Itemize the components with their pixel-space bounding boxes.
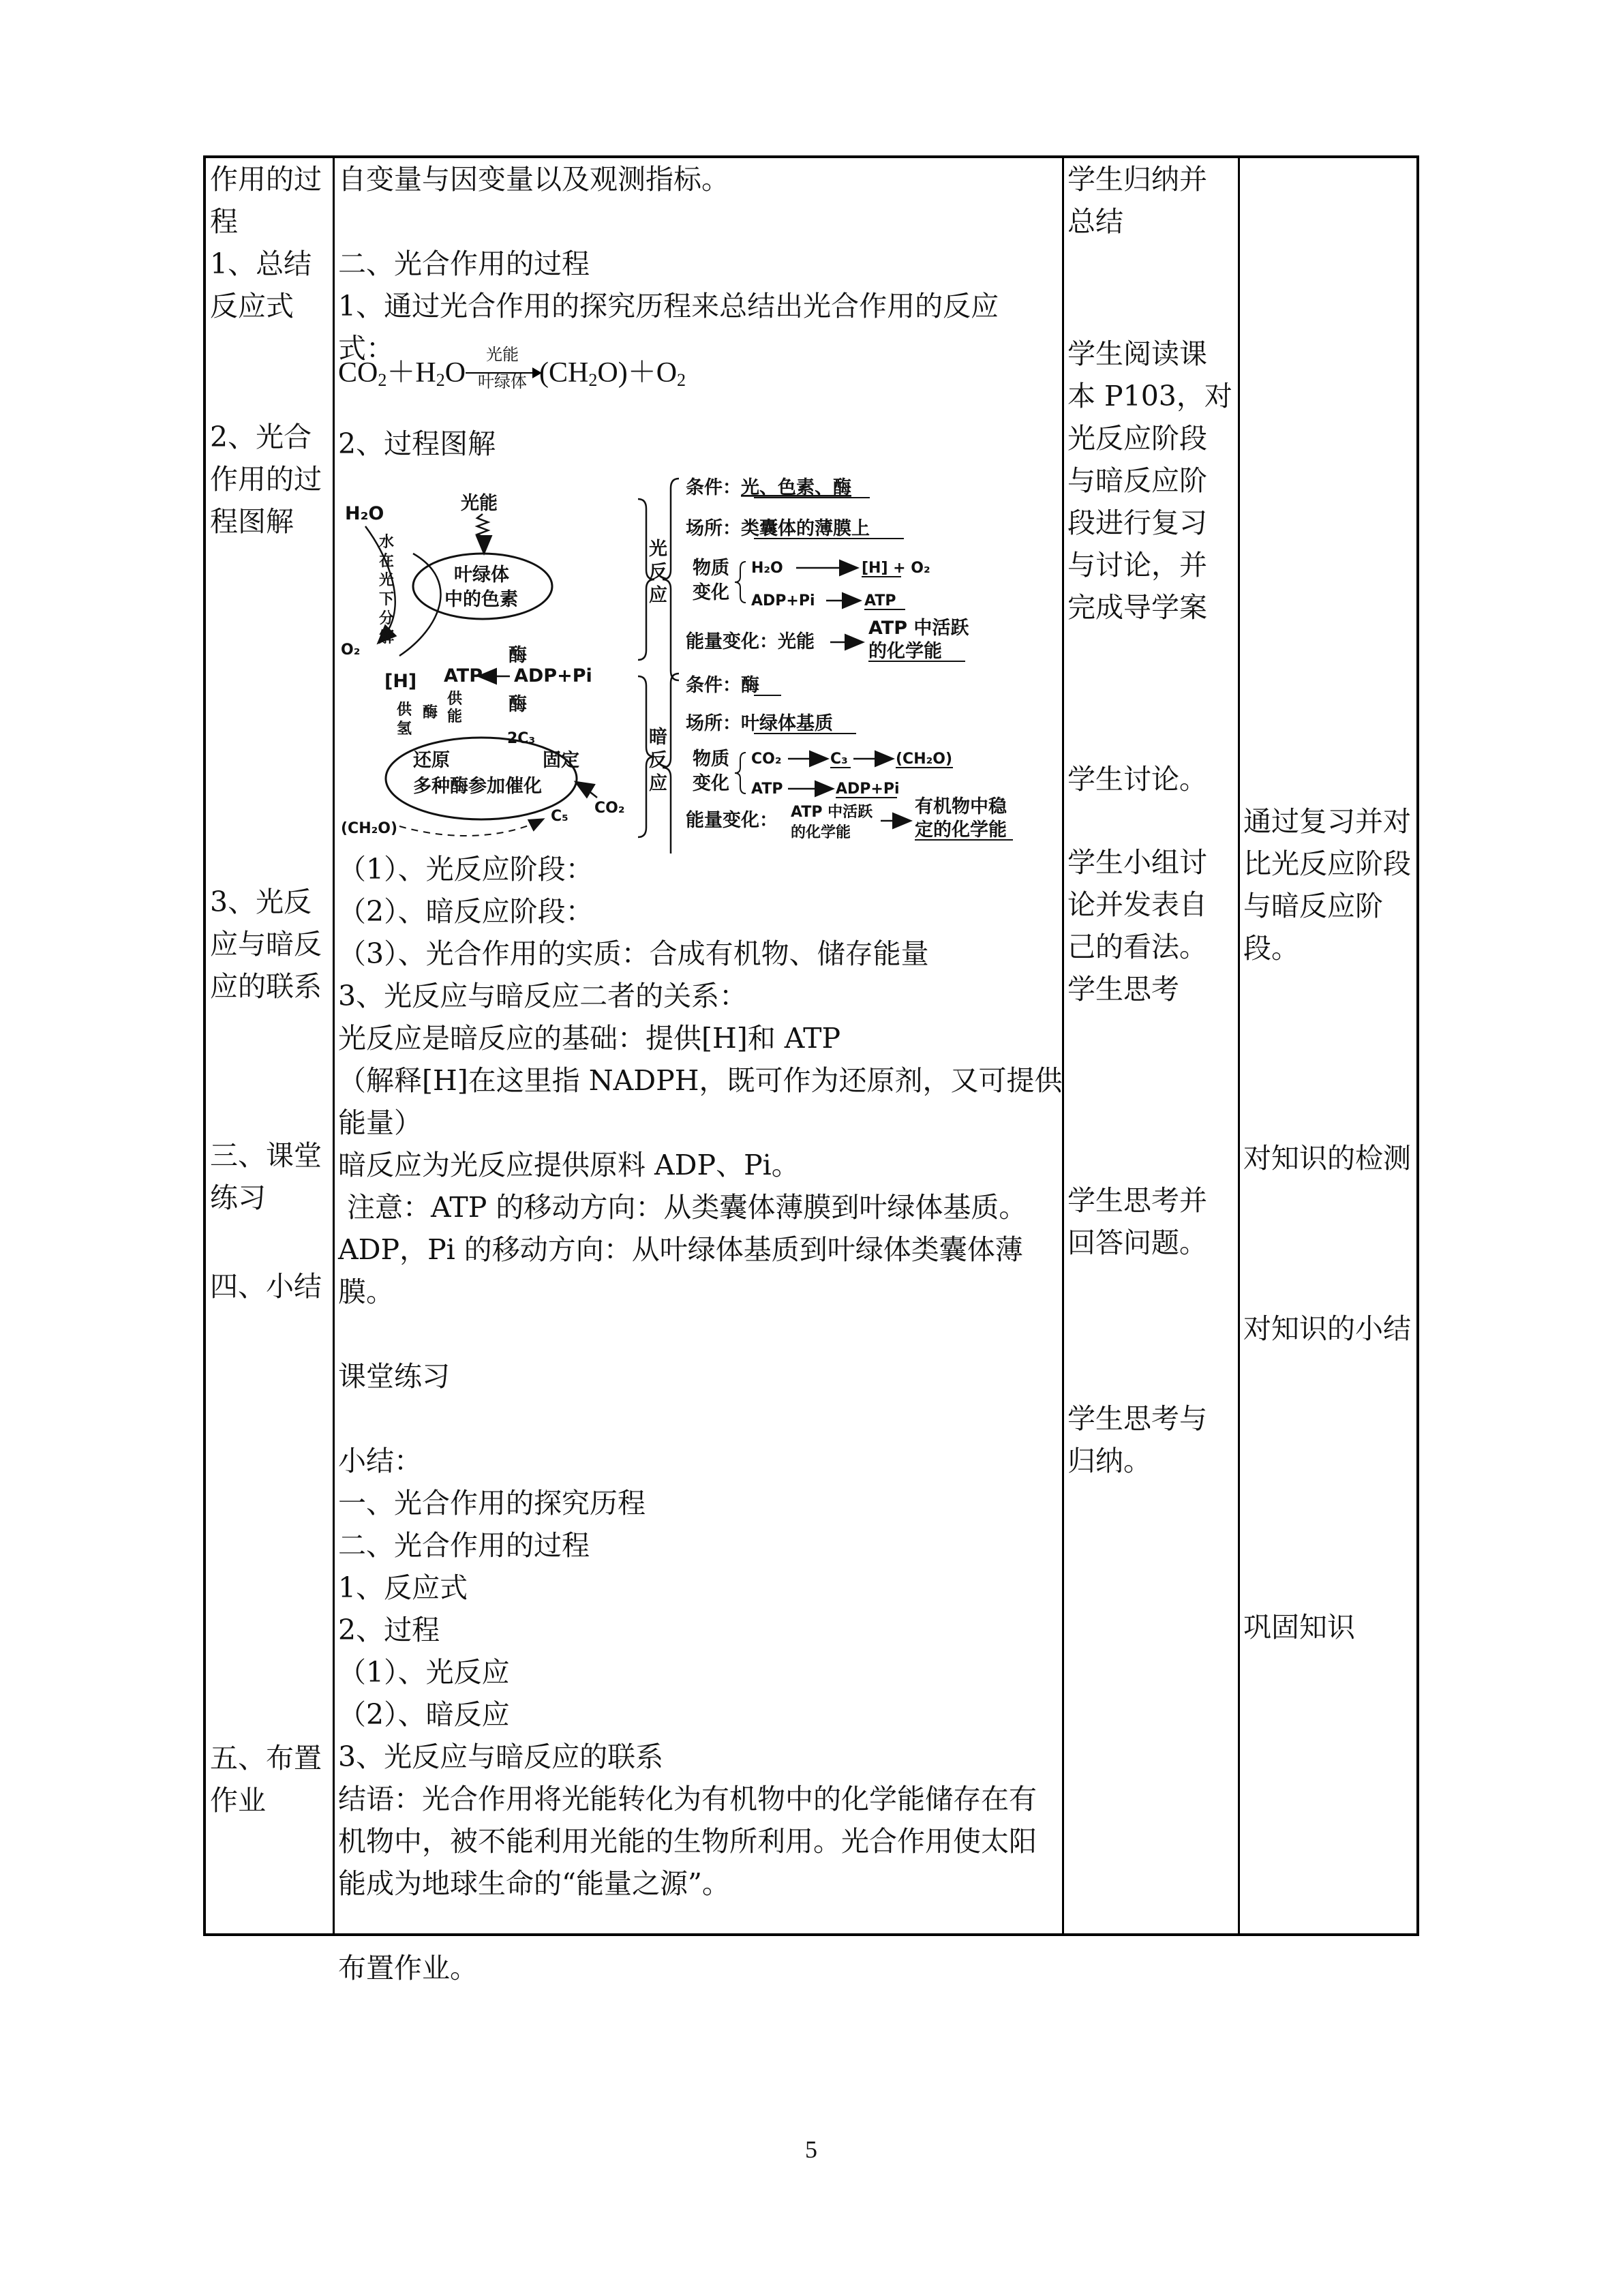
student-activity-line: 光反应阶段 bbox=[1067, 422, 1207, 455]
step-line: 1、总结 bbox=[210, 247, 312, 280]
step-block bbox=[210, 158, 333, 327]
co2-label: CO₂ bbox=[594, 800, 625, 817]
content-line: 1、反应式 bbox=[338, 1571, 468, 1604]
student-activity-line: 学生讨论。 bbox=[1067, 763, 1207, 796]
student-activity-line: 学生小组讨 bbox=[1067, 846, 1207, 879]
column-divider bbox=[1062, 158, 1064, 1933]
student-activity-line: 学生思考并 bbox=[1067, 1184, 1207, 1217]
multi-enzyme-label: 多种酶参加催化 bbox=[413, 776, 542, 797]
dr-char: 反 bbox=[649, 750, 667, 771]
step-line: 作业 bbox=[210, 1784, 266, 1817]
design-intent-line: 对知识的检测 bbox=[1243, 1142, 1411, 1175]
step-line: 程 bbox=[210, 205, 238, 238]
atpsupply-char: 供 bbox=[447, 691, 463, 708]
svg-text:ATP: ATP bbox=[751, 781, 783, 798]
content-intro bbox=[338, 158, 1061, 369]
drml-char: 变化 bbox=[693, 773, 729, 794]
content-line: 暗反应为光反应提供原料 ADP、Pi。 bbox=[338, 1149, 800, 1181]
content-line: 结语：光合作用将光能转化为有机物中的化学能储存在有 bbox=[338, 1783, 1037, 1815]
step-block bbox=[210, 1265, 333, 1308]
design-intent-block bbox=[1243, 1606, 1417, 1648]
atpsupply-char: 能 bbox=[447, 708, 463, 725]
content-line: （2）、暗反应阶段： bbox=[338, 895, 594, 928]
content-line: （1）、光反应 bbox=[338, 1656, 510, 1689]
content-line: （解释[H]在这里指 NADPH，既可作为还原剂，又可提供 bbox=[338, 1064, 1063, 1097]
content-line bbox=[338, 1313, 1061, 1355]
step-line: 练习 bbox=[210, 1181, 266, 1214]
content-line: 3、光反应与暗反应的联系 bbox=[338, 1740, 664, 1773]
o2-label: O₂ bbox=[341, 641, 361, 659]
dark-reaction-label bbox=[649, 727, 667, 794]
hsupply-char: 氢 bbox=[397, 721, 412, 738]
svg-text:的化学能: 的化学能 bbox=[791, 824, 851, 841]
regeneration-dashed-arrow bbox=[399, 819, 543, 836]
lr-char: 光 bbox=[649, 539, 667, 560]
column-divider bbox=[1238, 158, 1240, 1933]
design-intent-line: 通过复习并对 bbox=[1243, 805, 1411, 838]
step-line: 应与暗反 bbox=[210, 928, 322, 961]
design-intent-line: 比光反应阶段 bbox=[1243, 847, 1411, 880]
svg-text:场所：类囊体的薄膜上: 场所：类囊体的薄膜上 bbox=[686, 518, 870, 539]
student-activity-line: 归纳。 bbox=[1067, 1445, 1151, 1477]
student-activity-block bbox=[1067, 158, 1238, 243]
content-line: 二、光合作用的过程 bbox=[338, 1529, 590, 1562]
split-char: 下 bbox=[379, 591, 395, 608]
svg-text:条件：光、色素、酶: 条件：光、色素、酶 bbox=[686, 477, 851, 498]
design-intent-line: 巩固知识 bbox=[1243, 1611, 1355, 1644]
design-intent-line: 对知识的小结 bbox=[1243, 1312, 1411, 1345]
reduction-label: 还原 bbox=[413, 750, 450, 771]
step-line: 程图解 bbox=[210, 505, 294, 538]
content-line: 机物中，被不能利用光能的生物所利用。光合作用使太阳 bbox=[338, 1825, 1037, 1858]
student-activity-line: 学生阅读课 bbox=[1067, 337, 1207, 370]
student-activity-line: 总结 bbox=[1067, 205, 1123, 238]
design-intent-block bbox=[1243, 1308, 1417, 1350]
content-line: （1）、光反应阶段： bbox=[338, 853, 594, 886]
student-activity-line: 学生归纳并 bbox=[1067, 163, 1207, 196]
design-intent-block bbox=[1243, 1137, 1417, 1179]
step-line: 应的联系 bbox=[210, 970, 322, 1003]
content-line: 自变量与因变量以及观测指标。 bbox=[338, 163, 729, 196]
svg-text:C₃: C₃ bbox=[830, 751, 848, 768]
light-reaction-label bbox=[649, 539, 667, 606]
content-line: 注意：ATP 的移动方向：从类囊体薄膜到叶绿体基质。 bbox=[338, 1191, 1027, 1224]
ch2o-label: (CH₂O) bbox=[341, 820, 398, 837]
split-char: 水 bbox=[379, 534, 395, 551]
svg-text:定的化学能: 定的化学能 bbox=[915, 819, 1007, 841]
svg-text:有机物中稳: 有机物中稳 bbox=[915, 796, 1007, 817]
enzyme-label-2: 酶 bbox=[423, 704, 438, 721]
student-activity-block bbox=[1067, 1398, 1238, 1482]
student-activity-block bbox=[1067, 758, 1238, 800]
content-line: 一、光合作用的探究历程 bbox=[338, 1487, 646, 1520]
step-line: 三、课堂 bbox=[210, 1139, 322, 1172]
student-activity-block bbox=[1067, 333, 1238, 629]
step-block bbox=[210, 1737, 333, 1822]
content-line: 布置作业。 bbox=[338, 1952, 478, 1984]
content-line: 3、光反应与暗反应二者的关系： bbox=[338, 980, 748, 1012]
step-line: 3、光反 bbox=[210, 886, 312, 918]
drml-char: 物质 bbox=[693, 749, 729, 770]
lrml-char: 变化 bbox=[693, 582, 729, 603]
reaction-arrow: 光能 叶绿体 bbox=[466, 361, 539, 389]
svg-text:ADP+Pi: ADP+Pi bbox=[836, 781, 900, 798]
content-line: （2）、暗反应 bbox=[338, 1698, 510, 1731]
content-line bbox=[338, 1398, 1061, 1440]
svg-text:ATP 中活跃: ATP 中活跃 bbox=[791, 804, 873, 821]
step-line: 作用的过 bbox=[210, 463, 322, 496]
step-block bbox=[210, 881, 333, 1008]
content-line: 式： bbox=[338, 332, 394, 365]
student-activity-line: 段进行复习 bbox=[1067, 507, 1207, 539]
lr-char: 反 bbox=[649, 562, 667, 583]
student-activity-line: 完成导学案 bbox=[1067, 591, 1207, 624]
svg-text:条件：酶: 条件：酶 bbox=[686, 675, 759, 696]
student-activity-line: 学生思考 bbox=[1067, 973, 1179, 1006]
chloroplast-label: 叶绿体 bbox=[454, 564, 509, 586]
student-activity-line: 与讨论，并 bbox=[1067, 549, 1207, 581]
svg-text:H₂O: H₂O bbox=[751, 560, 783, 577]
c3-label: 2C₃ bbox=[507, 730, 536, 747]
content-line: （3）、光合作用的实质：合成有机物、储存能量 bbox=[338, 937, 929, 970]
split-char: 光 bbox=[379, 572, 395, 589]
h2o-label: H₂O bbox=[345, 503, 384, 524]
split-char: 分 bbox=[379, 610, 395, 627]
step-line: 四、小结 bbox=[210, 1270, 322, 1303]
pigment-label: 中的色素 bbox=[444, 589, 518, 610]
student-activity-line: 本 P103，对 bbox=[1067, 380, 1232, 412]
adp-pi-label: ADP+Pi bbox=[514, 665, 592, 686]
design-intent-line: 段。 bbox=[1243, 932, 1299, 965]
student-activity-line: 己的看法。 bbox=[1067, 931, 1207, 963]
student-activity-line: 与暗反应阶 bbox=[1067, 464, 1207, 497]
light-energy-label: 光能 bbox=[461, 493, 498, 514]
photosynthesis-equation: $CO_2+H_2O$ 光能 叶绿体 $(CH_2O)+O_2$ bbox=[338, 346, 686, 392]
content-line bbox=[338, 200, 1061, 243]
co2-arrow bbox=[577, 783, 597, 798]
content-line: 膜。 bbox=[338, 1275, 394, 1308]
dr-char: 暗 bbox=[649, 727, 667, 748]
content-line: 二、光合作用的过程 bbox=[338, 247, 590, 280]
step-block bbox=[210, 416, 333, 543]
dark-material-label bbox=[693, 749, 729, 794]
student-activity-line: 回答问题。 bbox=[1067, 1226, 1207, 1259]
hydrogen-label: [H] bbox=[384, 671, 417, 692]
student-activity-line: 学生思考与 bbox=[1067, 1402, 1207, 1435]
lr-char: 应 bbox=[649, 585, 667, 606]
svg-text:ADP+Pi: ADP+Pi bbox=[751, 592, 815, 609]
content-line: 课堂练习 bbox=[338, 1360, 450, 1393]
hsupply-char: 供 bbox=[397, 701, 412, 719]
svg-text:ATP: ATP bbox=[864, 592, 896, 609]
content-line: ADP，Pi 的移动方向：从叶绿体基质到叶绿体类囊体薄 bbox=[338, 1233, 1023, 1266]
hydrogen-supply-text bbox=[397, 701, 412, 738]
page-number: 5 bbox=[805, 2136, 817, 2163]
light-reaction-brace bbox=[663, 479, 679, 680]
content-line: 2、过程 bbox=[338, 1614, 440, 1646]
design-intent-block bbox=[1243, 800, 1417, 969]
student-activity-block bbox=[1067, 841, 1238, 1010]
design-intent-line: 与暗反应阶 bbox=[1243, 890, 1383, 922]
content-line: 能量） bbox=[338, 1106, 422, 1139]
energy-supply-text bbox=[447, 691, 463, 725]
split-char: 在 bbox=[379, 553, 395, 570]
svg-text:场所：叶绿体基质: 场所：叶绿体基质 bbox=[686, 713, 833, 734]
diagram-heading: 2、过程图解 bbox=[338, 427, 496, 460]
light-zigzag-icon bbox=[477, 514, 488, 543]
student-activity-line: 论并发表自 bbox=[1067, 888, 1207, 921]
step-line: 作用的过 bbox=[210, 163, 322, 196]
c5-label: C₅ bbox=[551, 808, 568, 825]
svg-text:的化学能: 的化学能 bbox=[868, 641, 942, 662]
svg-text:能量变化：: 能量变化： bbox=[686, 810, 778, 831]
photosynthesis-process-diagram bbox=[338, 472, 1061, 854]
content-line: 能成为地球生命的“能量之源”。 bbox=[338, 1867, 730, 1900]
step-line: 2、光合 bbox=[210, 421, 312, 453]
svg-text:(CH₂O): (CH₂O) bbox=[896, 751, 953, 768]
lesson-plan-table bbox=[203, 155, 1419, 1984]
column-divider bbox=[333, 158, 335, 1933]
enzyme-label: 酶 bbox=[509, 645, 527, 666]
student-activity-block bbox=[1067, 1179, 1238, 1264]
split-curve bbox=[399, 554, 440, 656]
content-line: 小结： bbox=[338, 1445, 422, 1477]
svg-text:[H] + O₂: [H] + O₂ bbox=[862, 560, 930, 577]
svg-text:CO₂: CO₂ bbox=[751, 751, 782, 768]
step-line: 五、布置 bbox=[210, 1742, 322, 1774]
content-line bbox=[338, 1905, 1061, 1947]
step-block bbox=[210, 1134, 333, 1219]
fixation-label: 固定 bbox=[543, 750, 579, 771]
enzyme-label-3: 酶 bbox=[509, 694, 527, 715]
step-line: 反应式 bbox=[210, 290, 294, 322]
split-char: 解 bbox=[379, 629, 395, 646]
water-split-text bbox=[379, 534, 394, 646]
svg-text:ATP 中活跃: ATP 中活跃 bbox=[868, 618, 969, 639]
content-line: 1、通过光合作用的探究历程来总结出光合作用的反应 bbox=[338, 290, 999, 322]
content-line: 光反应是暗反应的基础：提供[H]和 ATP bbox=[338, 1022, 841, 1055]
svg-text:能量变化：光能: 能量变化：光能 bbox=[686, 631, 815, 652]
dr-char: 应 bbox=[649, 773, 667, 794]
atp-label: ATP bbox=[444, 665, 483, 686]
lrml-char: 物质 bbox=[693, 558, 729, 579]
content-main bbox=[338, 848, 1061, 1989]
light-material-label bbox=[693, 558, 729, 603]
